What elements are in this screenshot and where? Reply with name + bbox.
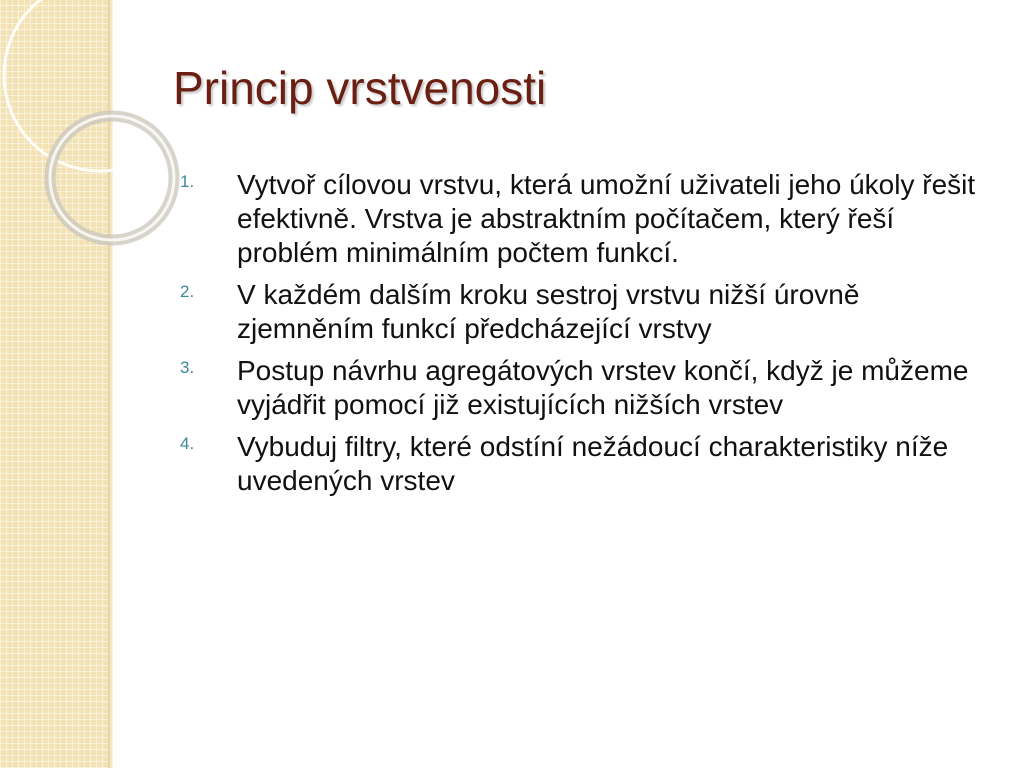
decorative-ring-medium-highlight	[50, 116, 174, 240]
list-item-text: Vytvoř cílovou vrstvu, která umožní uživateli jeho úkoly řešit efektivně. Vrstva je abstraktním počítačem, který řeší problém minimálním počtem funkcí.	[237, 169, 976, 268]
list-item-number: 3.	[180, 358, 195, 377]
list-item-number: 1.	[180, 172, 195, 191]
slide-title: Princip vrstvenosti	[173, 62, 547, 114]
list-item	[180, 168, 980, 270]
decorative-rings-graphic	[0, 0, 200, 260]
numbered-list	[180, 168, 980, 506]
list-item-number: 4.	[180, 434, 195, 453]
list-item-text: V každém dalším kroku sestroj vrstvu nižší úrovně zjemněním funkcí předcházející vrstvy	[237, 279, 860, 344]
list-item-number: 2.	[180, 282, 195, 301]
list-item-text: Vybuduj filtry, které odstíní nežádoucí charakteristiky níže uvedených vrstev	[237, 431, 949, 496]
list-item	[180, 278, 980, 346]
list-item	[180, 354, 980, 422]
list-item-text: Postup návrhu agregátových vrstev končí, když je můžeme vyjádřit pomocí již existujících nižších vrstev	[237, 355, 969, 420]
list-item	[180, 430, 980, 498]
